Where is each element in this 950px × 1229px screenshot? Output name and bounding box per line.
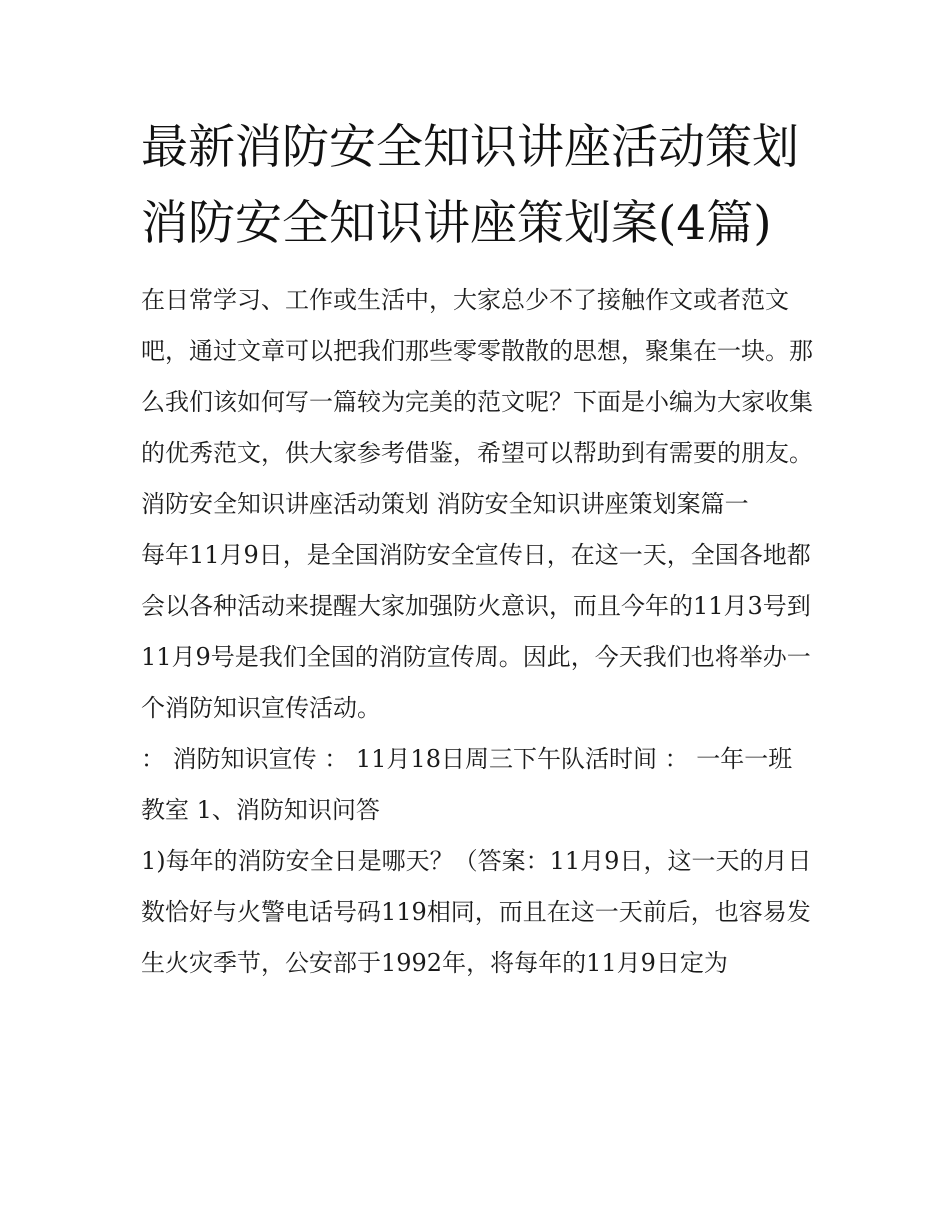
section-heading: 消防安全知识讲座活动策划 消防安全知识讲座策划案篇一 <box>141 490 749 518</box>
activity-info-line: ： 消防知识宣传 ： 11月18日周三下午队活时间 ： 一年一班教室 1、消防知识问答 <box>141 745 793 824</box>
body-paragraph-1: 每年11月9日，是全国消防安全宣传日，在这一天，全国各地都会以各种活动来提醒大家加强防火意识，而且今年的11月3号到11月9号是我们全国的消防宣传周。因此，今天我们也将举办一个消防知识宣传活动。 <box>141 541 811 722</box>
document-page <box>141 110 813 989</box>
intro-paragraph: 在日常学习、工作或生活中，大家总少不了接触作文或者范文吧，通过文章可以把我们那些零零散散的思想，聚集在一块。那么我们该如何写一篇较为完美的范文呢？下面是小编为大家收集的优秀范文，供大家参考借鉴，希望可以帮助到有需要的朋友。 <box>141 286 813 467</box>
question-1-paragraph: 1)每年的消防安全日是哪天？（答案：11月9日，这一天的月日数恰好与火警电话号码119相同，而且在这一天前后，也容易发生火灾季节，公安部于1992年，将每年的11月9日定为 <box>141 847 812 977</box>
document-title: 最新消防安全知识讲座活动策划 消防安全知识讲座策划案(4篇) <box>141 120 799 251</box>
